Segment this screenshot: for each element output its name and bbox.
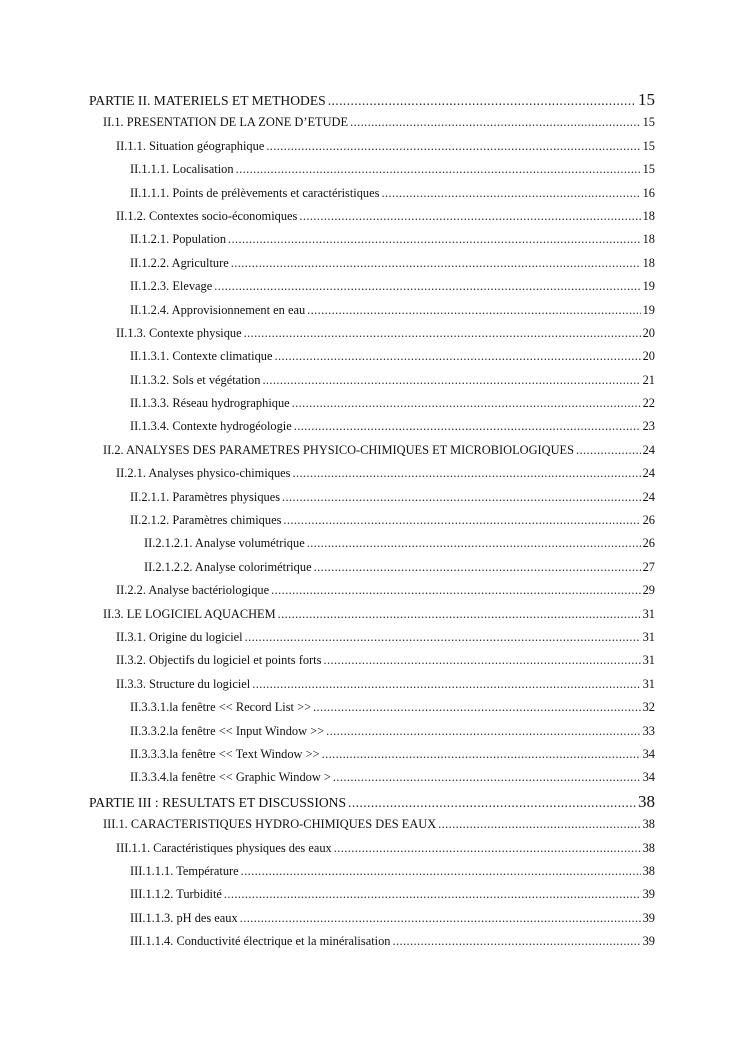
dot-leader — [283, 509, 640, 532]
toc-entry-page: 32 — [642, 700, 655, 715]
toc-entry[interactable] — [0, 111, 745, 134]
dot-leader — [241, 860, 641, 883]
toc-entry[interactable] — [0, 837, 745, 860]
toc-entry-title: III.1. CARACTERISTIQUES HYDRO-CHIMIQUES DES EAUX — [103, 817, 437, 832]
toc-entry-page: 26 — [642, 536, 655, 551]
dot-leader — [294, 415, 641, 438]
dot-leader — [228, 228, 641, 251]
toc-entry-title: II.1.1. Situation géographique — [116, 138, 265, 153]
table-of-contents — [0, 88, 745, 953]
toc-entry-page: 39 — [642, 887, 655, 902]
toc-entry-title: II.1.3.3. Réseau hydrographique — [130, 396, 290, 411]
toc-entry-page: 15 — [638, 90, 655, 109]
dot-leader — [326, 720, 641, 743]
toc-entry-title: III.1.1.1. Température — [130, 863, 239, 878]
dot-leader — [333, 766, 641, 789]
toc-entry-title: II.3.3. Structure du logiciel — [116, 676, 251, 691]
dot-leader — [278, 603, 641, 626]
toc-entry[interactable] — [0, 743, 745, 766]
toc-entry[interactable] — [0, 205, 745, 228]
toc-entry-page: 15 — [642, 162, 655, 177]
toc-entry-page: 19 — [642, 279, 655, 294]
toc-entry-title: II.3.3.2.la fenêtre << Input Window >> — [130, 723, 325, 738]
toc-entry[interactable] — [0, 766, 745, 789]
toc-entry-page: 18 — [642, 255, 655, 270]
toc-entry[interactable] — [0, 415, 745, 438]
toc-entry-title: II.1.3.4. Contexte hydrogéologie — [130, 419, 292, 434]
dot-leader — [282, 486, 641, 509]
dot-leader — [328, 89, 636, 112]
dot-leader — [576, 439, 641, 462]
toc-entry[interactable] — [0, 556, 745, 579]
toc-entry-page: 34 — [642, 770, 655, 785]
toc-entry-page: 23 — [642, 419, 655, 434]
dot-leader — [313, 696, 641, 719]
toc-entry-page: 31 — [642, 606, 655, 621]
toc-entry-page: 18 — [642, 232, 655, 247]
toc-entry[interactable] — [0, 860, 745, 883]
dot-leader — [292, 392, 641, 415]
toc-entry-title: II.1. PRESENTATION DE LA ZONE D’ETUDE — [103, 115, 349, 130]
toc-entry[interactable] — [0, 158, 745, 181]
toc-entry[interactable] — [0, 930, 745, 953]
toc-entry[interactable] — [0, 790, 745, 813]
dot-leader — [245, 626, 641, 649]
toc-entry-title: II.1.2.1. Population — [130, 232, 227, 247]
toc-entry-title: II.2.1.2.1. Analyse volumétrique — [144, 536, 305, 551]
toc-entry-title: III.1.1.2. Turbidité — [130, 887, 222, 902]
toc-entry-page: 31 — [642, 653, 655, 668]
toc-entry-title: II.3.3.1.la fenêtre << Record List >> — [130, 700, 312, 715]
toc-entry-title: II.3.3.3.la fenêtre << Text Window >> — [130, 746, 320, 761]
dot-leader — [266, 135, 640, 158]
toc-entry-title: II.1.2.3. Elevage — [130, 279, 213, 294]
toc-entry[interactable] — [0, 813, 745, 836]
toc-entry-page: 26 — [642, 513, 655, 528]
toc-entry-title: PARTIE II. MATERIELS ET METHODES — [89, 93, 326, 108]
toc-entry[interactable] — [0, 720, 745, 743]
dot-leader — [252, 673, 640, 696]
toc-entry[interactable] — [0, 907, 745, 930]
dot-leader — [274, 345, 640, 368]
dot-leader — [381, 182, 640, 205]
toc-entry-title: II.2. ANALYSES DES PARAMETRES PHYSICO-CHIMIQUES ET MICROBIOLOGIQUES — [103, 442, 575, 457]
toc-entry-page: 19 — [642, 302, 655, 317]
toc-entry-page: 38 — [642, 863, 655, 878]
dot-leader — [314, 556, 641, 579]
toc-entry-page: 31 — [642, 676, 655, 691]
toc-entry-page: 39 — [642, 910, 655, 925]
toc-entry-title: III.1.1.3. pH des eaux — [130, 910, 238, 925]
toc-entry-title: II.1.2. Contextes socio-économiques — [116, 208, 298, 223]
toc-entry[interactable] — [0, 883, 745, 906]
toc-entry-page: 20 — [642, 325, 655, 340]
toc-entry-title: II.1.2.2. Agriculture — [130, 255, 229, 270]
toc-entry[interactable] — [0, 322, 745, 345]
toc-entry-title: III.1.1. Caractéristiques physiques des eaux — [116, 840, 332, 855]
toc-entry-page: 24 — [642, 442, 655, 457]
toc-entry-page: 38 — [642, 840, 655, 855]
toc-entry[interactable] — [0, 696, 745, 719]
dot-leader — [322, 743, 641, 766]
toc-entry[interactable] — [0, 299, 745, 322]
dot-leader — [236, 158, 641, 181]
dot-leader — [244, 322, 641, 345]
dot-leader — [262, 369, 640, 392]
toc-entry[interactable] — [0, 252, 745, 275]
dot-leader — [299, 205, 640, 228]
toc-entry[interactable] — [0, 626, 745, 649]
toc-entry-title: II.1.3. Contexte physique — [116, 325, 242, 340]
dot-leader — [307, 299, 640, 322]
toc-entry[interactable] — [0, 392, 745, 415]
toc-entry-title: II.1.1.1. Localisation — [130, 162, 234, 177]
dot-leader — [323, 649, 640, 672]
toc-entry-page: 20 — [642, 349, 655, 364]
dot-leader — [292, 462, 640, 485]
toc-entry-title: PARTIE III : RESULTATS ET DISCUSSIONS — [89, 794, 347, 810]
toc-entry[interactable] — [0, 182, 745, 205]
toc-entry[interactable] — [0, 439, 745, 462]
dot-leader — [307, 532, 641, 555]
toc-entry[interactable] — [0, 486, 745, 509]
toc-entry-page: 39 — [642, 934, 655, 949]
dot-leader — [348, 791, 636, 814]
toc-entry-page: 21 — [642, 372, 655, 387]
toc-entry-page: 18 — [642, 208, 655, 223]
toc-entry[interactable] — [0, 462, 745, 485]
toc-entry-title: II.3.3.4.la fenêtre << Graphic Window > — [130, 770, 331, 785]
dot-leader — [350, 111, 641, 134]
toc-entry-page: 24 — [642, 489, 655, 504]
toc-entry-page: 38 — [638, 791, 655, 811]
dot-leader — [334, 837, 641, 860]
toc-entry[interactable] — [0, 369, 745, 392]
dot-leader — [392, 930, 640, 953]
toc-entry-page: 15 — [642, 138, 655, 153]
toc-entry-page: 27 — [642, 559, 655, 574]
toc-entry-page: 34 — [642, 746, 655, 761]
toc-entry-title: II.1.3.1. Contexte climatique — [130, 349, 273, 364]
dot-leader — [214, 275, 640, 298]
dot-leader — [240, 907, 641, 930]
toc-entry-page: 16 — [642, 185, 655, 200]
toc-entry[interactable] — [0, 88, 745, 111]
toc-entry-title: II.2.1.1. Paramètres physiques — [130, 489, 281, 504]
toc-entry[interactable] — [0, 579, 745, 602]
toc-entry-title: II.1.2.4. Approvisionnement en eau — [130, 302, 306, 317]
toc-entry[interactable] — [0, 228, 745, 251]
toc-entry-page: 33 — [642, 723, 655, 738]
toc-entry-page: 15 — [642, 115, 655, 130]
dot-leader — [224, 883, 641, 906]
toc-entry-page: 31 — [642, 629, 655, 644]
toc-entry-title: II.1.1.1. Points de prélèvements et caractéristiques — [130, 185, 380, 200]
toc-entry[interactable] — [0, 509, 745, 532]
dot-leader — [231, 252, 641, 275]
toc-entry[interactable] — [0, 135, 745, 158]
toc-entry-title: II.1.3.2. Sols et végétation — [130, 372, 261, 387]
toc-entry[interactable] — [0, 649, 745, 672]
toc-entry-page: 22 — [642, 396, 655, 411]
toc-entry-title: II.3.2. Objectifs du logiciel et points forts — [116, 653, 322, 668]
toc-entry-title: II.2.1.2.2. Analyse colorimétrique — [144, 559, 312, 574]
toc-entry-page: 24 — [642, 466, 655, 481]
toc-entry-title: II.3.1. Origine du logiciel — [116, 629, 243, 644]
toc-entry[interactable] — [0, 603, 745, 626]
toc-entry-title: III.1.1.4. Conductivité électrique et la minéralisation — [130, 934, 391, 949]
dot-leader — [438, 813, 640, 836]
toc-entry-page: 29 — [642, 583, 655, 598]
toc-entry[interactable] — [0, 345, 745, 368]
toc-entry-page: 38 — [642, 817, 655, 832]
toc-entry-title: II.2.2. Analyse bactériologique — [116, 583, 270, 598]
toc-entry[interactable] — [0, 673, 745, 696]
dot-leader — [271, 579, 640, 602]
toc-entry-title: II.3. LE LOGICIEL AQUACHEM — [103, 606, 276, 621]
toc-entry-title: II.2.1. Analyses physico-chimiques — [116, 466, 291, 481]
toc-entry-title: II.2.1.2. Paramètres chimiques — [130, 513, 282, 528]
toc-entry[interactable] — [0, 275, 745, 298]
toc-entry[interactable] — [0, 532, 745, 555]
